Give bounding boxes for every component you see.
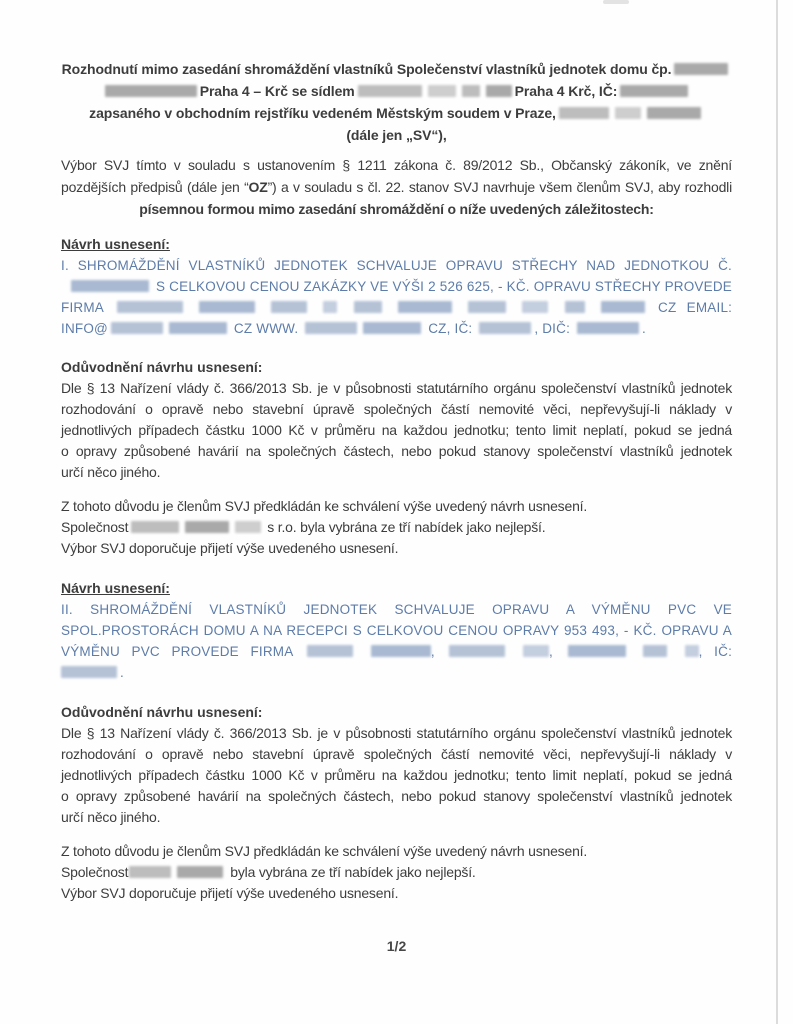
redaction: [177, 866, 223, 878]
scan-artifact: [603, 0, 629, 4]
conclusion-2: [61, 841, 732, 904]
reasoning-line: určí něco jiného.: [61, 809, 161, 825]
reasoning-line: jednotlivých případech částku 1000 Kč v průměru na každou jednotku; tento limit neplatí, pokud se jedná: [61, 767, 732, 783]
resolution-1-text: [61, 255, 732, 339]
redaction: [674, 63, 728, 75]
redaction: [105, 85, 197, 97]
redaction: [568, 645, 626, 657]
redaction: [61, 666, 117, 678]
conclusion-line-1: Z tohoto důvodu je členům SVJ předkládán ke schválení výše uvedený návrh usnesení.: [61, 498, 588, 514]
redaction: [428, 85, 456, 97]
redaction: [185, 521, 229, 533]
redaction: [523, 645, 549, 657]
resolution-1-line-3: FIRMA CZ EMAIL:: [61, 300, 733, 315]
reasoning-2-heading: Odůvodnění návrhu usnesení:: [61, 704, 263, 720]
redaction: [371, 645, 431, 657]
reasoning-line: o opravy způsobené havárií na společných částech, nebo pokud stanovy společenství vlastníků jednotek: [61, 788, 732, 804]
resolution-1-line-2: S CELKOVOU CENOU ZAKÁZKY VE VÝŠI 2 526 625, - KČ. OPRAVU STŘECHY PROVEDE: [61, 276, 732, 297]
redaction: [522, 301, 548, 313]
redaction: [129, 866, 171, 878]
redaction: [462, 85, 480, 97]
reasoning-1-heading: Odůvodnění návrhu usnesení:: [61, 359, 263, 375]
resolution-2-text: [61, 599, 732, 683]
title-line-1: Rozhodnutí mimo zasedání shromáždění vlastníků Společenství vlastníků jednotek domu čp.: [61, 58, 732, 80]
reasoning-1-paragraph: [61, 378, 732, 483]
redaction: [323, 301, 337, 313]
redaction: [398, 301, 452, 313]
redaction: [305, 322, 357, 334]
redaction: [620, 85, 688, 97]
redaction: [601, 301, 645, 313]
redaction: [685, 645, 699, 657]
title-line-3: zapsaného v obchodním rejstříku vedeném Městským soudem v Praze,: [61, 102, 732, 124]
redaction: [479, 322, 531, 334]
title-line-2: Praha 4 – Krč se sídlem Praha 4 Krč, IČ:: [61, 80, 732, 102]
conclusion-company-line: Společnost s r.o. byla vybrána ze tří nabídek jako nejlepší.: [61, 519, 546, 535]
redaction: [358, 85, 422, 97]
reasoning-2-paragraph: [61, 723, 732, 828]
redaction: [117, 301, 183, 313]
reasoning-line: rozhodování o opravě nebo stavební úpravě společných částí nemovité věci, nepřevyšují-li náklady v: [61, 401, 732, 417]
intro-paragraph: [61, 154, 732, 220]
page-number: 1/2: [386, 938, 407, 954]
redaction: [486, 85, 512, 97]
resolution-2-line-3: VÝMĚNU PVC PROVEDE FIRMA , , , IČ:: [61, 644, 733, 659]
redaction: [615, 107, 641, 119]
redaction: [468, 301, 506, 313]
redaction: [565, 301, 585, 313]
reasoning-line: určí něco jiného.: [61, 464, 161, 480]
resolution-2-heading: Návrh usnesení:: [61, 580, 170, 596]
resolution-1-heading: Návrh usnesení:: [61, 236, 170, 252]
redaction: [559, 107, 609, 119]
intro-line-1: Výbor SVJ tímto v souladu s ustanovením § 1211 zákona č. 89/2012 Sb., Občanský zákoník, ve znění: [61, 157, 732, 173]
resolution-2-line-1: II. SHROMÁŽDĚNÍ VLASTNÍKŮ JEDNOTEK SCHVALUJE OPRAVU A VÝMĚNU PVC VE: [61, 602, 732, 617]
conclusion-line-1: Z tohoto důvodu je členům SVJ předkládán ke schválení výše uvedený návrh usnesení.: [61, 843, 588, 859]
redaction: [199, 301, 255, 313]
redaction: [111, 322, 163, 334]
redaction: [71, 280, 149, 292]
redaction: [271, 301, 307, 313]
redaction: [643, 645, 667, 657]
conclusion-1: [61, 496, 732, 559]
scan-edge-line: [776, 0, 778, 1024]
intro-line-3: písemnou formou mimo zasedání shromáždění o níže uvedených záležitostech:: [139, 201, 654, 217]
resolution-2-line-2: SPOL.PROSTORÁCH DOMU A NA RECEPCI S CELKOVOU CENOU OPRAVY 953 493, - KČ. OPRAVU A: [61, 623, 732, 638]
intro-line-2: pozdějších předpisů (dále jen “OZ”) a v souladu s čl. 22. stanov SVJ navrhuje všem členům SVJ, aby rozhodli: [61, 179, 733, 195]
oz-abbreviation: OZ: [248, 179, 268, 195]
redaction: [577, 322, 639, 334]
reasoning-line: jednotlivých případech částku 1000 Kč v průměru na každou jednotku; tento limit neplatí, pokud se jedná: [61, 422, 732, 438]
redaction: [363, 322, 421, 334]
redaction: [235, 521, 261, 533]
reasoning-line: Dle § 13 Nařízení vlády č. 366/2013 Sb. je v působnosti statutárního orgánu společenství vlastníků jednotek: [61, 725, 732, 741]
redaction: [449, 645, 505, 657]
conclusion-company-line: Společnost byla vybrána ze tří nabídek jako nejlepší.: [61, 864, 476, 880]
conclusion-line-3: Výbor SVJ doporučuje přijetí výše uvedeného usnesení.: [61, 885, 399, 901]
resolution-2-line-4: .: [61, 662, 732, 683]
reasoning-line: Dle § 13 Nařízení vlády č. 366/2013 Sb. je v působnosti statutárního orgánu společenství vlastníků jednotek: [61, 380, 732, 396]
redaction: [647, 107, 701, 119]
redaction: [307, 645, 353, 657]
resolution-1-line-1: I. SHROMÁŽDĚNÍ VLASTNÍKŮ JEDNOTEK SCHVALUJE OPRAVU STŘECHY NAD JEDNOTKOU Č.: [61, 258, 732, 273]
resolution-1-line-4: INFO@ CZ WWW. CZ, IČ: , DIČ: .: [61, 321, 646, 336]
reasoning-line: rozhodování o opravě nebo stavební úpravě společných částí nemovité věci, nepřevyšují-li náklady v: [61, 746, 732, 762]
document-title: [61, 58, 732, 146]
title-line-4: (dále jen „SV“),: [346, 127, 447, 143]
reasoning-line: o opravy způsobené havárií na společných částech, nebo pokud stanovy společenství vlastníků jednotek: [61, 443, 732, 459]
conclusion-line-3: Výbor SVJ doporučuje přijetí výše uvedeného usnesení.: [61, 540, 399, 556]
redaction: [169, 322, 227, 334]
redaction: [354, 301, 382, 313]
redaction: [131, 521, 179, 533]
